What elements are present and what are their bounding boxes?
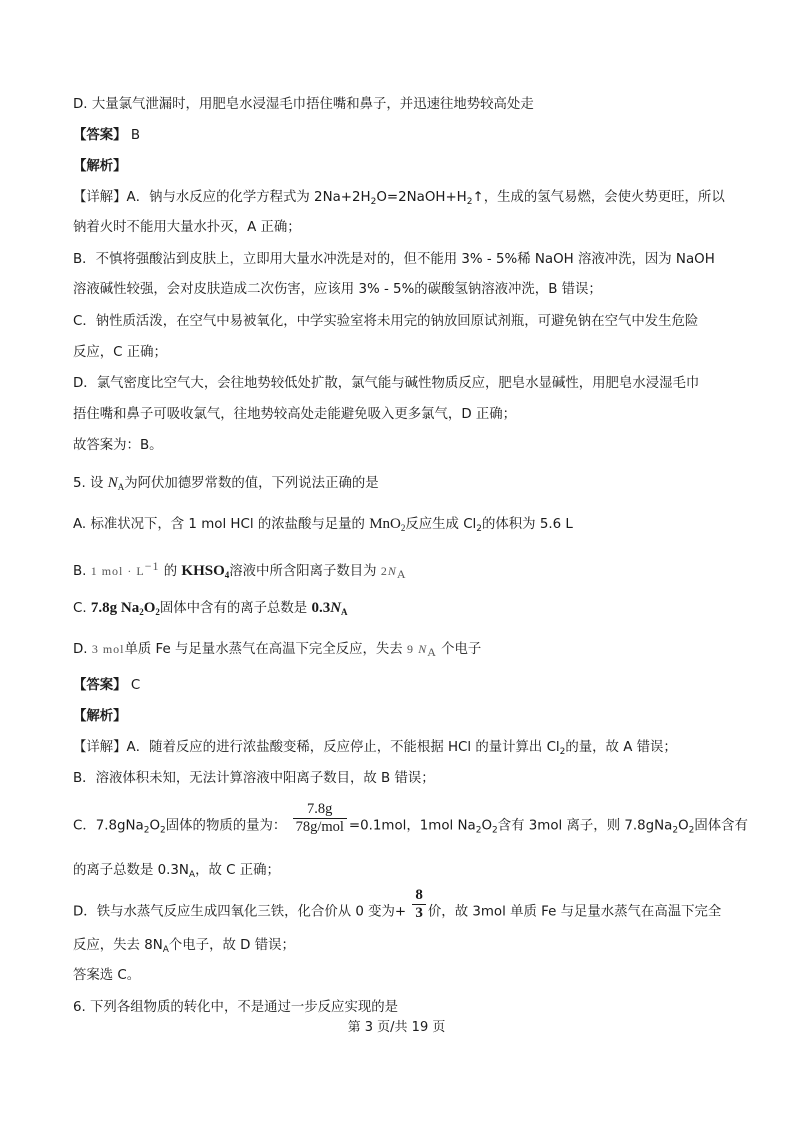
q4-detail-line: C．钠性质活泼，在空气中易被氧化，中学实验室将未用完的钠放回原试剂瓶，可避免钠在空气中发生危险	[73, 314, 699, 329]
q5-detail-line: 反应，失去 $8N_A$个电子，故 D 错误；	[73, 938, 295, 955]
valence-fraction: $\frac{8}{3}$	[412, 887, 426, 922]
q5-option-d: D. 3 mol单质 Fe 与足量水蒸气在高温下完全反应，失去 9 NA 个电子	[73, 642, 482, 659]
q5-option-a: A. 标准状况下，含 1 mol HCl 的浓盐酸与足量的 MnO$_2$反应生成 $Cl_2$的体积为 5.6 L	[73, 516, 573, 534]
q5-detail-line: C．$7.8gNa_2O_2$固体的物质的量为： $\frac{7.8g}{\text{78g/mol}}$ =0.1mol，1mol $Na_2O_2$含有 3mol 离子，则 $7.8gNa_2O_2$固体含有	[73, 801, 748, 836]
q5-stem: 5. 设 $N_A$为阿伏加德罗常数的值，下列说法正确的是	[73, 475, 379, 492]
q6-stem: 6. 下列各组物质的转化中，不是通过一步反应实现的是	[73, 1000, 399, 1015]
q4-option-d: D. 大量氯气泄漏时，用肥皂水浸湿毛巾捂住嘴和鼻子，并迅速往地势较高处走	[73, 97, 534, 112]
q5-detail-line: D．铁与水蒸气反应生成四氧化三铁，化合价从 0 变为+ $\frac{8}{3}$ 价，故 3mol 单质 Fe 与足量水蒸气在高温下完全	[73, 887, 722, 921]
q4-detail-line: 捂住嘴和鼻子可吸收氯气，往地势较高处走能避免吸入更多氯气，D 正确；	[73, 407, 517, 422]
q4-conclusion: 故答案为：B。	[73, 438, 163, 453]
q5-option-b: B. 1 mol · L−1 的 $KHSO_4$溶液中所含阳离子数目为 2NA	[73, 559, 407, 581]
page-footer: 第 3 页/共 19 页	[347, 1020, 446, 1035]
molar-fraction: $\frac{7.8g}{\text{78g/mol}}$	[293, 801, 347, 836]
q5-option-c: C. 7.8g $Na_2O_2$固体中含有的离子总数是 $0.3N_A$	[73, 600, 348, 617]
q4-detail-line: D．氯气密度比空气大，会往地势较低处扩散，氯气能与碱性物质反应，肥皂水显碱性，用肥皂水浸湿毛巾	[73, 376, 700, 391]
q4-analysis-heading: 【解析】	[73, 159, 127, 174]
q4-detail-line: 反应，C 正确；	[73, 345, 167, 360]
q5-detail-line: 的离子总数是 $0.3N_A$，故 C 正确；	[73, 863, 280, 880]
q4-detail-line: 钠着火时不能用大量水扑灭，A 正确；	[73, 220, 301, 235]
q4-detail-line: B．不慎将强酸沾到皮肤上，立即用大量水冲洗是对的，但不能用 3% - 5%稀 NaOH 溶液冲洗，因为 NaOH	[73, 252, 715, 267]
q4-answer: 【答案】 B	[73, 128, 141, 143]
q4-detail-line: 溶液碱性较强，会对皮肤造成二次伤害，应该用 3% - 5%的碳酸氢钠溶液冲洗，B 错误；	[73, 282, 602, 297]
q5-answer: 【答案】 C	[73, 678, 141, 693]
q5-conclusion: 答案选 C。	[73, 968, 141, 983]
q5-detail-line: B．溶液体积未知，无法计算溶液中阳离子数目，故 B 错误；	[73, 771, 435, 786]
q5-detail-line: 【详解】A．随着反应的进行浓盐酸变稀，反应停止，不能根据 HCl 的量计算出 $Cl_2$的量，故 A 错误；	[73, 740, 677, 757]
q4-detail-line: 【详解】A．钠与水反应的化学方程式为 $2Na+2H_2O=2NaOH+H_2↑$，生成的氢气易燃，会使火势更旺，所以	[73, 190, 725, 207]
q5-analysis-heading: 【解析】	[73, 709, 127, 724]
